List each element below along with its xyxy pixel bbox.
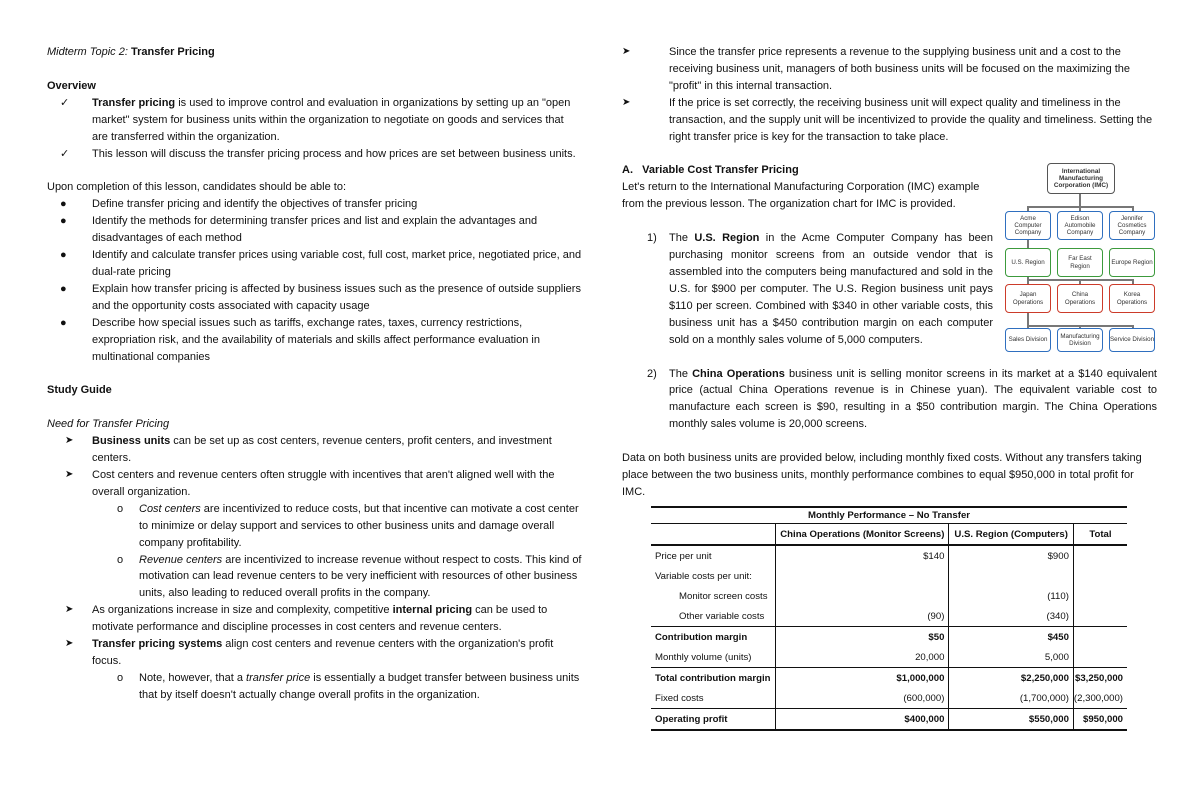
table-row: Variable costs per unit: [651, 566, 1127, 586]
sub-item: o Cost centers are incentivized to reduce costs, but that incentive can motivate a cost center to minimize or delay support and services to other business units and damage overall company profitability. [117, 502, 579, 549]
overview-item: ✓ Transfer pricing is used to improve control and evaluation in organizations by setting up an "open market" system for business units within the organization to negotiate on goods and services that are transferred within the organization. [60, 96, 571, 143]
overview-heading: Overview [47, 79, 96, 92]
need-item: ➤ Transfer pricing systems align cost centers and revenue centers with the organization's profit focus. [65, 638, 554, 667]
document-title: Midterm Topic 2: Transfer Pricing [47, 46, 215, 58]
org-company: Edison Automobile Company [1057, 211, 1103, 240]
transfer-bullet: ➤ Since the transfer price represents a revenue to the supplying business unit and a cost to the receiving business unit, managers of both business units will be focused on the maximizing the "profit" in this internal transaction. [622, 46, 1131, 92]
table-header: China Operations (Monitor Screens) [776, 524, 949, 546]
sub-item: o Revenue centers are incentivized to increase revenue without respect to costs. This kind of motivation can lead revenue centers to be very inefficient with resources of other business units, also leading to reduced overall profits in the company. [117, 553, 582, 600]
overview-item: ✓ This lesson will discuss the transfer pricing process and how prices are set between business units. [47, 146, 582, 163]
section-intro: Let's return to the International Manufacturing Corporation (IMC) example from the previous lesson. The organization chart for IMC is provided. [622, 181, 980, 211]
numbered-item-1: 1) The U.S. Region in the Acme Computer Company has been purchasing monitor screens from an outside vendor that is assembled into the computers being manufactured and sold in the U.S. for $900 per computer. The U.S. Region business unit pays $110 per screen. Combined with $340 in other variable costs, this business unit has a $450 contribution margin on each computer sold on a monthly sales volume of 5,000 computers. [647, 232, 994, 346]
checkmark-icon: ✓ [60, 96, 70, 109]
objective-item: ● Identify the methods for determining transfer prices and list and explain the advantages and disadvantages of each method [60, 215, 538, 245]
bullet-icon: ● [60, 198, 67, 211]
table-row: Monthly volume (units) 20,000 5,000 [651, 647, 1127, 668]
transfer-bullet: ➤ If the price is set correctly, the receiving business unit will expect quality and timeliness in the transaction, and the supply unit will be incentivized to provide the quality and timeliness. Setting the right transfer price is key for the transaction to take place. [622, 96, 1153, 143]
table-row: Fixed costs (600,000) (1,700,000) (2,300,000) [651, 688, 1127, 709]
table-row: Other variable costs (90) (340) [651, 606, 1127, 627]
objective-item: ● Describe how special issues such as tariffs, exchange rates, taxes, currency restrictions, expropriation risk, and the availability of materials and skills affect performance evaluation in multinational companies [60, 316, 540, 363]
table-row: Operating profit $400,000 $550,000 $950,000 [651, 709, 1127, 731]
sub-item: o Note, however, that a transfer price is essentially a budget transfer between business units that by itself doesn't actually change overall profits in the organization. [117, 671, 580, 701]
table-title: Monthly Performance – No Transfer [651, 507, 1127, 524]
org-operation: Japan Operations [1005, 284, 1051, 313]
table-header: Total [1073, 524, 1127, 546]
bullet-icon: ● [60, 249, 67, 262]
circle-bullet-icon: o [117, 553, 124, 566]
table-row: Contribution margin $50 $450 [651, 627, 1127, 648]
arrow-bullet-icon: ➤ [65, 604, 74, 616]
org-division: Service Division [1109, 328, 1155, 352]
need-item: ➤ As organizations increase in size and complexity, competitive internal pricing can be used to motivate performance and discipline processes in cost centers and revenue centers. [65, 604, 548, 634]
table-header: U.S. Region (Computers) [949, 524, 1074, 546]
numbered-item-2: 2) The China Operations business unit is selling monitor screens in its market at a $140 equivalent price (actual China Operations revenue is in Chinese yuan). The equivalent variable cost to manufacture each screen is $90, resulting in a $50 contribution margin. The China Operations monthly sales volume is 20,000 screens. [647, 367, 1157, 431]
bullet-icon: ● [60, 215, 67, 228]
org-division: Manufacturing Division [1057, 328, 1103, 352]
circle-bullet-icon: o [117, 502, 124, 515]
org-division: Sales Division [1005, 328, 1051, 352]
circle-bullet-icon: o [117, 671, 124, 684]
org-company: Jennifer Cosmetics Company [1109, 211, 1155, 240]
need-item: ➤ Cost centers and revenue centers often struggle with incentives that aren't aligned well with the overall organization. [65, 469, 555, 498]
checkmark-icon: ✓ [60, 147, 70, 160]
org-operation: China Operations [1057, 284, 1103, 313]
bullet-icon: ● [60, 282, 67, 295]
bullet-icon: ● [60, 316, 67, 329]
org-company: Acme Computer Company [1005, 211, 1051, 240]
table-header [651, 524, 776, 546]
org-chart [1003, 163, 1158, 353]
org-region: Far East Region [1057, 248, 1103, 277]
arrow-bullet-icon: ➤ [622, 46, 631, 57]
table-row: Monitor screen costs (110) [651, 586, 1127, 606]
arrow-bullet-icon: ➤ [65, 469, 74, 481]
table-row: Total contribution margin $1,000,000 $2,250,000 $3,250,000 [651, 668, 1127, 689]
org-region: U.S. Region [1005, 248, 1051, 277]
section-heading: A. Variable Cost Transfer Pricing [622, 164, 799, 177]
objective-item: ● Identify and calculate transfer prices using variable cost, full cost, market price, negotiated price, and dual-rate pricing [60, 249, 582, 278]
org-top: International Manufacturing Corporation (IMC) [1047, 163, 1115, 194]
objectives-intro: Upon completion of this lesson, candidates should be able to: [47, 181, 347, 194]
table-row: Price per unit $140 $900 [651, 545, 1127, 566]
need-heading: Need for Transfer Pricing [47, 418, 170, 431]
arrow-bullet-icon: ➤ [622, 96, 631, 108]
study-guide-heading: Study Guide [47, 384, 112, 397]
objective-item: ● Explain how transfer pricing is affected by business issues such as the presence of outside suppliers and the opportunity costs associated with capacity usage [60, 282, 581, 312]
objective-item: ● Define transfer pricing and identify the objectives of transfer pricing [47, 196, 582, 213]
arrow-bullet-icon: ➤ [65, 435, 74, 447]
org-operation: Korea Operations [1109, 284, 1155, 313]
arrow-bullet-icon: ➤ [65, 638, 74, 650]
org-region: Europe Region [1109, 248, 1155, 277]
left-column [47, 44, 582, 704]
performance-table [651, 506, 1127, 731]
need-item: ➤ Business units can be set up as cost centers, revenue centers, profit centers, and investment centers. [65, 435, 552, 465]
data-paragraph: Data on both business units are provided below, including monthly fixed costs. Without any transfers taking place between the two business units, monthly performance combines to equal $950,000 in total profit for IMC. [622, 452, 1142, 498]
